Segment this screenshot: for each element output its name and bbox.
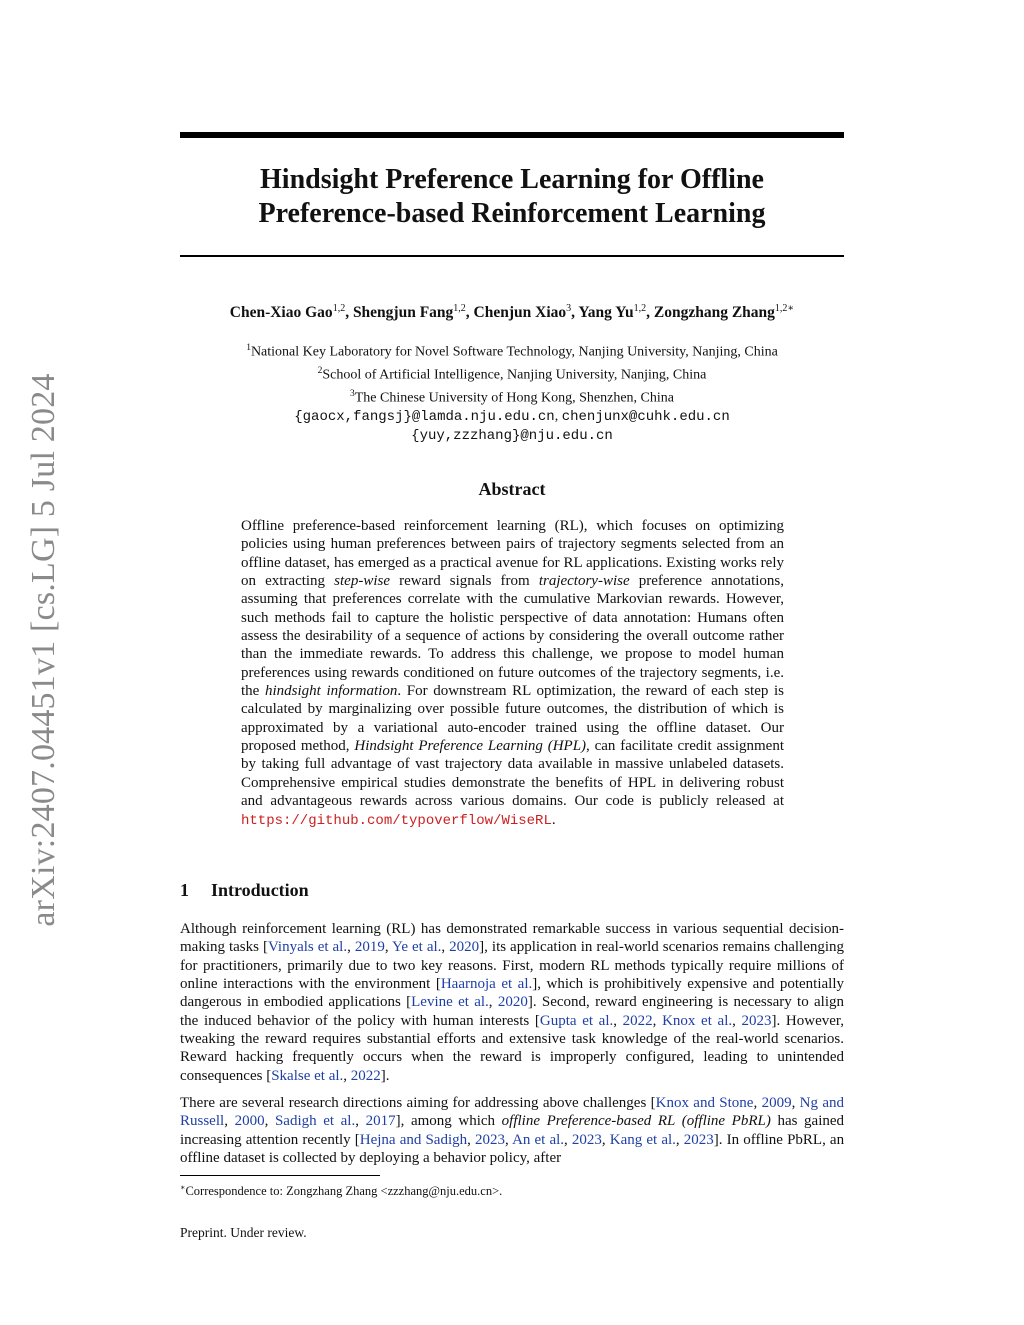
citation-link[interactable]: Skalse et al. <box>271 1067 344 1084</box>
citation-link[interactable]: Knox et al. <box>662 1012 733 1029</box>
paper-title <box>180 163 844 231</box>
email-address[interactable]: chenjunx@cuhk.edu.cn <box>561 409 730 426</box>
footnote-text: Correspondence to: Zongzhang Zhang <zzzhang@nju.edu.cn>. <box>185 1184 503 1199</box>
title-rule-bottom <box>180 255 844 257</box>
title-line-1: Hindsight Preference Learning for Offline <box>260 164 764 195</box>
intro-paragraph-2: There are several research directions aiming for addressing above challenges [Knox and Stone, 2009, Ng and Russell, 2000, Sadigh et al., 2017], among which offline Preference-based RL (offline PbRL) has gained increasing attention recently [Hejna and Sadigh, 2023, An et al., 2023, Kang et al., 2023]. In offline PbRL, an offline dataset is collected by deploying a behavior policy, after <box>180 1095 845 1167</box>
citation-link[interactable]: 2020 <box>497 994 528 1011</box>
citation-link[interactable]: Vinyals et al. <box>267 939 348 956</box>
affiliation-line: $^2$School of Artificial Intelligence, Nanjing University, Nanjing, China <box>317 366 707 383</box>
title-rule-top <box>180 132 844 138</box>
preprint-notice: Preprint. Under review. <box>180 1225 307 1240</box>
citation-link[interactable]: 2019 <box>354 939 385 956</box>
section-heading-introduction <box>180 879 844 901</box>
author-name: Chen-Xiao Gao <box>229 304 333 322</box>
section-title: Introduction <box>211 880 309 900</box>
email-line <box>180 427 844 446</box>
citation-link[interactable]: 2009 <box>761 1095 792 1111</box>
abstract-heading: Abstract <box>478 479 546 499</box>
author-affiliation-mark: 1,2 <box>453 303 466 314</box>
citation-link[interactable]: 2023 <box>741 1012 772 1029</box>
email-address[interactable]: {gaocx,fangsj}@lamda.nju.edu.cn <box>294 409 555 426</box>
citation-link[interactable]: Sadigh et al. <box>274 1113 356 1130</box>
citation-link[interactable]: Knox and Stone <box>655 1095 754 1111</box>
citation-link[interactable]: 2022 <box>622 1012 653 1029</box>
author-affiliation-mark: 3 <box>566 303 572 314</box>
footnote <box>180 1180 844 1199</box>
citation-link[interactable]: An et al. <box>512 1131 565 1148</box>
affiliation-block <box>180 339 844 445</box>
citation-link[interactable]: Levine et al. <box>411 994 489 1011</box>
author-name: Yang Yu <box>578 304 634 322</box>
affiliation-line: $^3$The Chinese University of Hong Kong, Shenzhen, China <box>350 389 674 406</box>
citation-link[interactable]: 2017 <box>365 1113 396 1130</box>
code-url-link[interactable]: https://github.com/typoverflow/WiseRL <box>241 812 552 829</box>
author-affiliation-mark: 1,2 <box>633 303 647 314</box>
citation-link[interactable]: 2023 <box>475 1131 506 1148</box>
title-line-2: Preference-based Reinforcement Learning <box>258 198 766 229</box>
citation-link[interactable]: Kang et al. <box>609 1131 676 1148</box>
citation-link[interactable]: 2000 <box>234 1113 265 1130</box>
citation-link[interactable]: Ng and Russell <box>180 1095 844 1130</box>
arxiv-stamp: arXiv:2407.04451v1 [cs.LG] 5 Jul 2024 <box>25 373 62 927</box>
section-number: 1 <box>180 880 189 900</box>
footnote-divider <box>180 1175 380 1176</box>
citation-link[interactable]: 2023 <box>683 1131 714 1148</box>
citation-link[interactable]: Haarnoja et al. <box>440 976 533 993</box>
author-name: Zongzhang Zhang <box>653 304 775 322</box>
author-list: Chen-Xiao Gao$^{1,2}$, Shengjun Fang$^{1,2}$, Chenjun Xiao$^3$, Yang Yu$^{1,2}$, Zongzhang Zhang$^{1,2∗}$ <box>229 303 795 322</box>
affiliation-line: $^1$National Key Laboratory for Novel Software Technology, Nanjing University, Nanjing, China <box>246 343 778 360</box>
footnote-mark: ∗ <box>180 1183 186 1192</box>
citation-link[interactable]: 2020 <box>449 939 480 956</box>
citation-link[interactable]: Ye et al. <box>392 939 442 956</box>
intro-paragraph-1: Although reinforcement learning (RL) has demonstrated remarkable success in various sequential decision-making tasks [Vinyals et al., 2019, Ye et al., 2020], its application in real-world scenarios remains challenging for practitioners, primarily due to two key reasons. First, modern RL methods typically require millions of online interactions with the environment [Haarnoja et al.], which is prohibitively expensive and potentially dangerous in embodied applications [Levine et al., 2020]. Second, reward engineering is necessary to align the induced behavior of the policy with human interests [Gupta et al., 2022, Knox et al., 2023]. However, tweaking the reward requires substantial efforts and extensive task knowledge of the real-world scenarios. Reward hacking frequently occurs when the reward is improperly configured, leading to unintended consequences [Skalse et al., 2022]. <box>180 921 845 1084</box>
author-name: Chenjun Xiao <box>473 304 567 322</box>
email-line: {gaocx,fangsj}@lamda.nju.edu.cn, chenjunx@cuhk.edu.cn <box>294 409 730 426</box>
email-address[interactable]: {yuy,zzzhang}@nju.edu.cn <box>411 427 613 444</box>
author-name: Shengjun Fang <box>352 304 454 322</box>
author-affiliation-mark: 1,2∗ <box>774 303 795 314</box>
abstract-body: Offline preference-based reinforcement learning (RL), which focuses on optimizing policies using human preferences between pairs of trajectory segments selected from an offline dataset, has emerged as a practical avenue for RL applications. Existing works rely on extracting step-wise reward signals from trajectory-wise preference annotations, assuming that preferences correlate with the cumulative Markovian rewards. However, such methods fail to capture the holistic perspective of data annotation: Humans often assess the desirability of a sequence of actions by considering the overall outcome rather than the immediate rewards. To address this challenge, we propose to model human preferences using rewards conditioned on future outcomes of the trajectory segments, i.e. the hindsight information. For downstream RL optimization, the reward of each step is calculated by marginalizing over possible future outcomes, the distribution of which is approximated by a variational auto-encoder trained using the offline dataset. Our proposed method, Hindsight Preference Learning (HPL), can facilitate credit assignment by taking full advantage of vast trajectory data available in massive unlabeled datasets. Comprehensive empirical studies demonstrate the benefits of HPL in delivering robust and advantageous rewards across various domains. Our code is publicly released at https://github.com/typoverflow/WiseRL. <box>241 518 785 829</box>
citation-link[interactable]: Hejna and Sadigh <box>359 1131 468 1148</box>
citation-link[interactable]: 2023 <box>571 1131 602 1148</box>
author-affiliation-mark: 1,2 <box>332 303 346 314</box>
citation-link[interactable]: 2022 <box>350 1067 381 1084</box>
citation-link[interactable]: Gupta et al. <box>539 1012 614 1029</box>
